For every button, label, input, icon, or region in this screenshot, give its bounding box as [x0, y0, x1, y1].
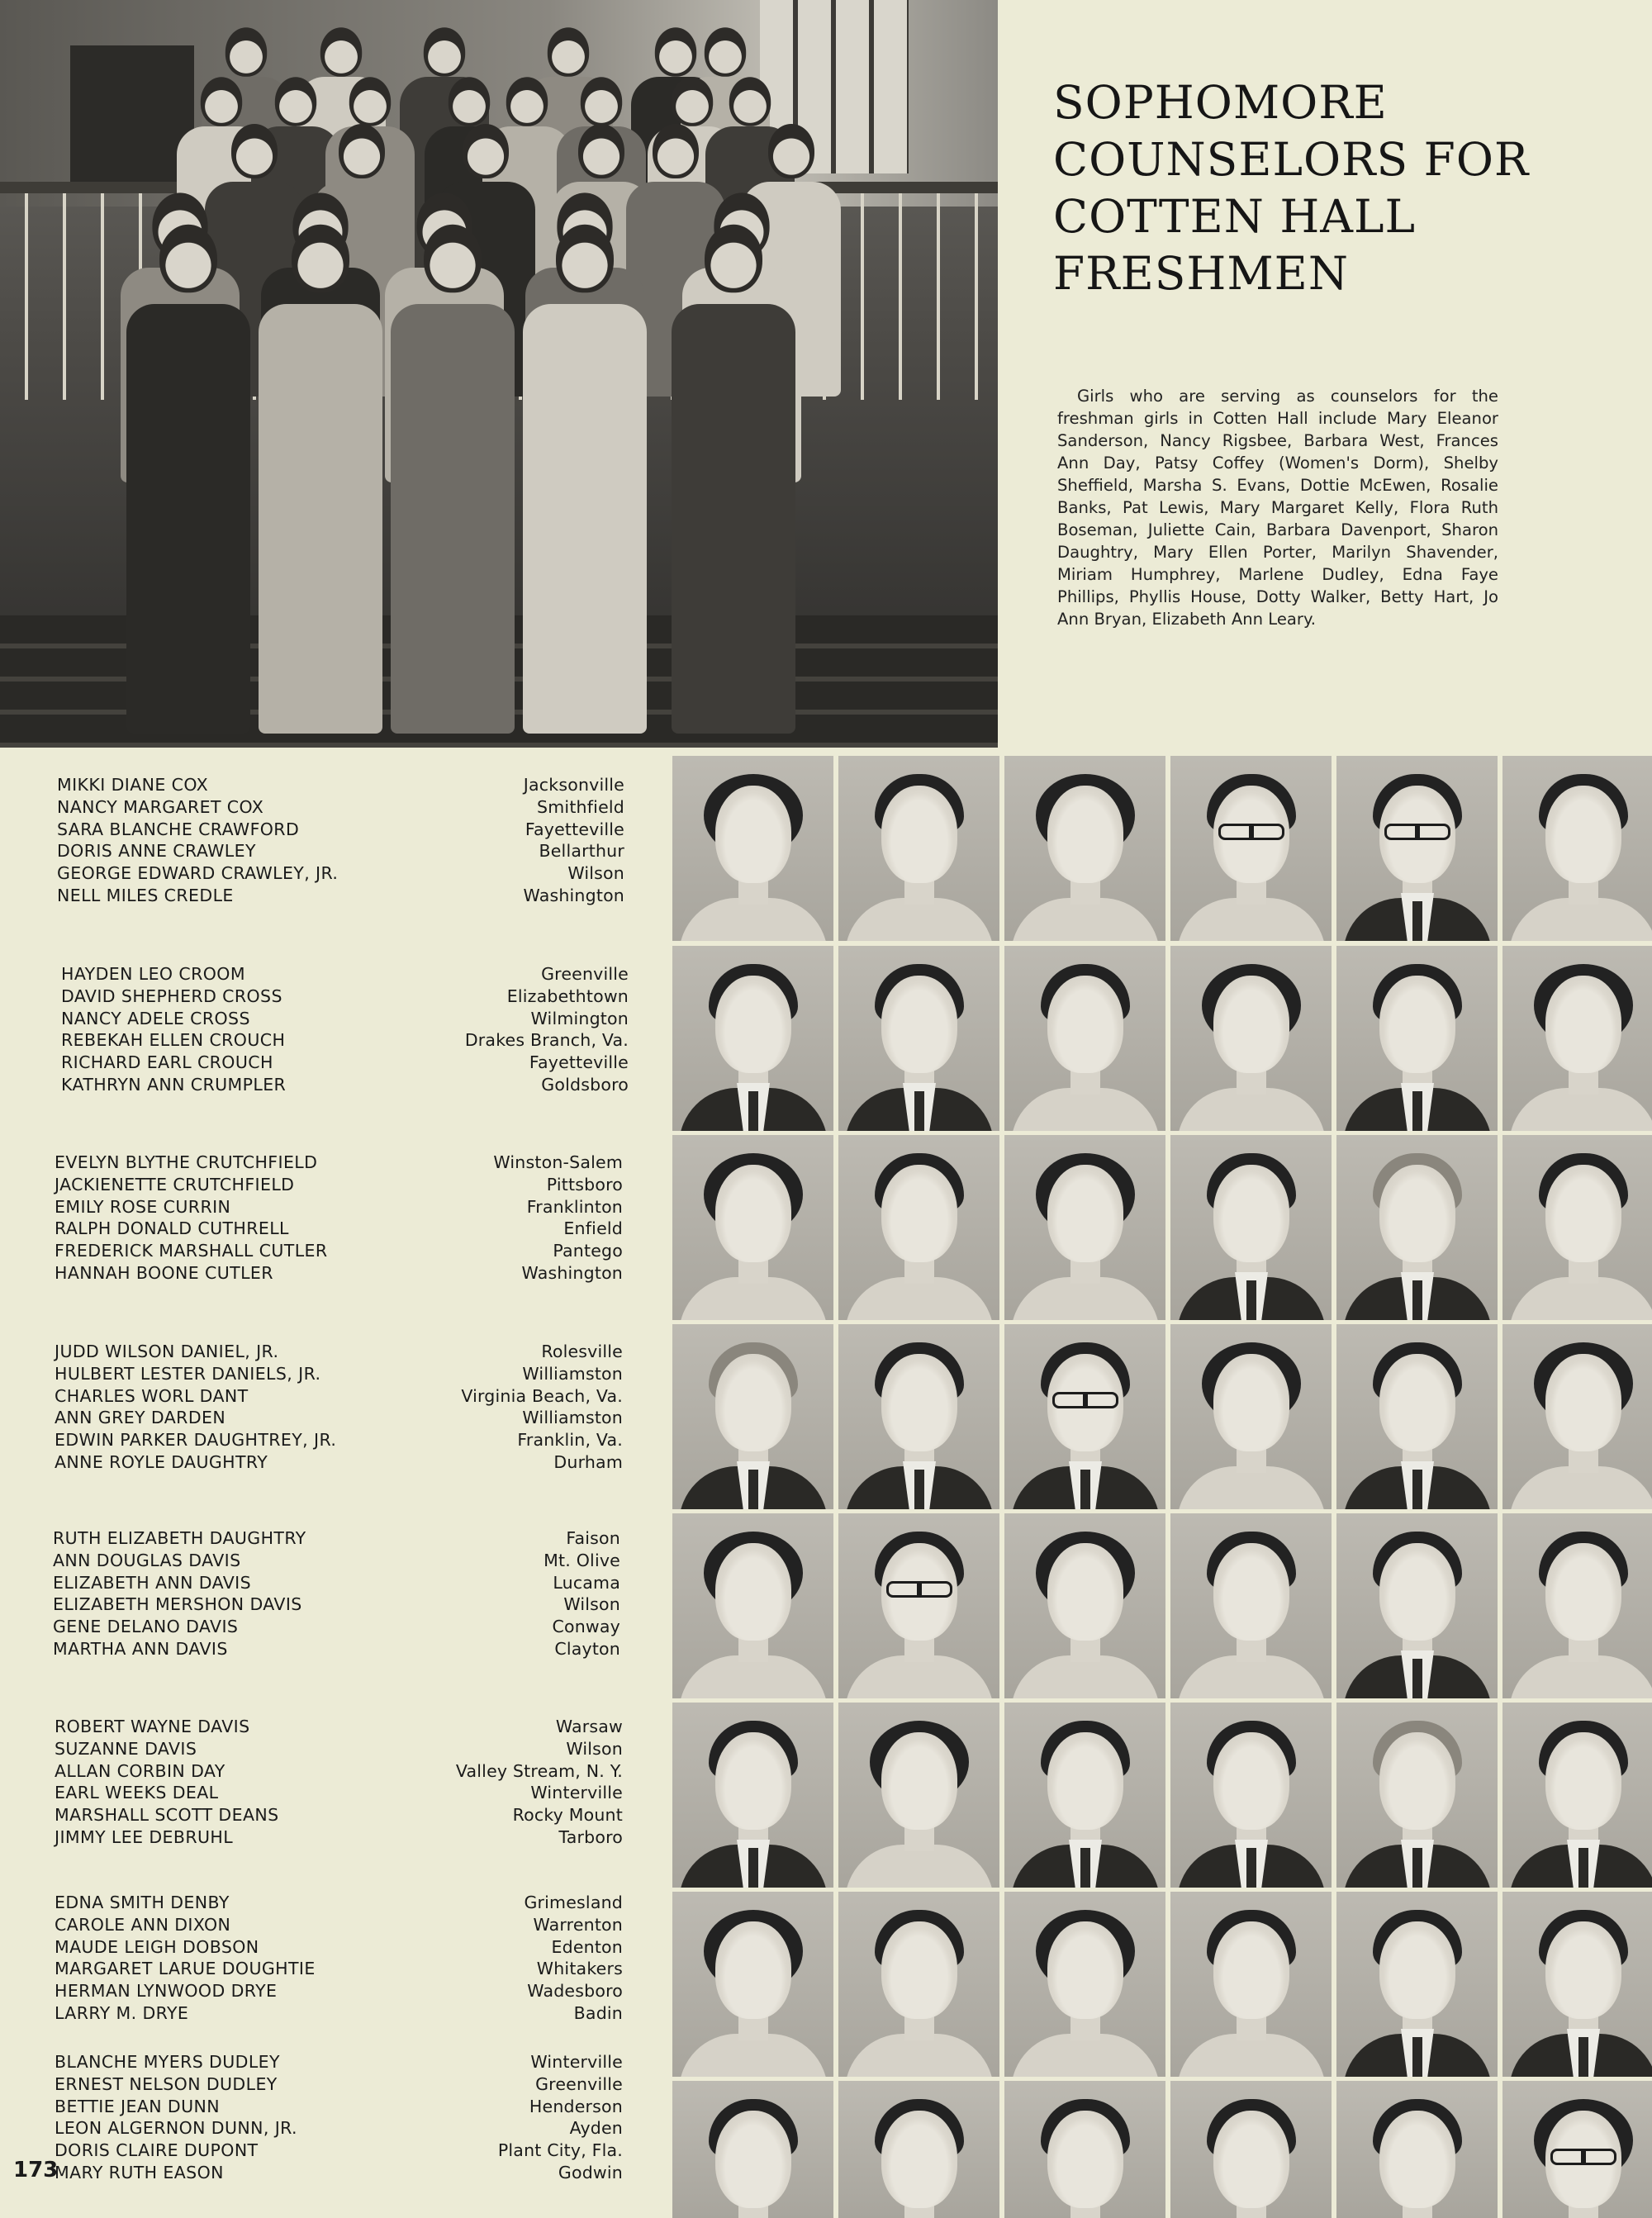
portrait-face [1047, 1165, 1123, 1262]
student-portrait [838, 756, 999, 941]
portrait-tie [1246, 1280, 1256, 1320]
portrait-face [1379, 1165, 1455, 1262]
student-portrait [1336, 1513, 1498, 1698]
portrait-face [715, 1354, 791, 1451]
hometown: Williamston [522, 1363, 623, 1384]
group-member-body [259, 304, 382, 734]
student-name: ERNEST NELSON DUDLEY [55, 2073, 278, 2094]
portrait-face [715, 1165, 791, 1262]
group-member-head [275, 77, 316, 126]
student-name: BLANCHE MYERS DUDLEY [55, 2052, 280, 2072]
hometown: Pantego [553, 1241, 623, 1261]
portrait-face [1213, 2111, 1289, 2208]
student-name: MAUDE LEIGH DOBSON [55, 1936, 259, 1957]
hometown: Winston-Salem [493, 1152, 623, 1172]
group-member-head [231, 124, 278, 178]
hometown: Franklinton [526, 1196, 623, 1217]
student-name: EDWIN PARKER DAUGHTREY, JR. [55, 1430, 337, 1451]
student-portrait [672, 1703, 833, 1888]
group-member-head [653, 124, 699, 178]
student-name: LEON ALGERNON DUNN, JR. [55, 2118, 297, 2139]
student-name: RICHARD EARL CROUCH [61, 1052, 273, 1073]
town-list [193, 1892, 623, 2025]
portrait-tie [1412, 1091, 1422, 1131]
student-portrait [1170, 756, 1332, 941]
portrait-face [1213, 976, 1289, 1073]
portrait-tie [748, 1091, 758, 1131]
group-member-head [581, 77, 622, 126]
student-portrait [1170, 2081, 1332, 2218]
hometown: Wilmington [530, 1008, 629, 1028]
group-member-head [655, 27, 696, 76]
student-name: DAVID SHEPHERD CROSS [61, 986, 282, 1006]
student-portrait [672, 1513, 833, 1698]
student-portrait [1336, 946, 1498, 1131]
group-member-head [548, 27, 589, 76]
student-portrait [838, 2081, 999, 2218]
student-name: HULBERT LESTER DANIELS, JR. [55, 1363, 321, 1384]
town-list [193, 1341, 623, 1474]
group-member-body [672, 304, 795, 734]
hometown: Washington [521, 1262, 623, 1283]
hometown: Ayden [569, 2118, 623, 2139]
student-name: JUDD WILSON DANIEL, JR. [55, 1342, 279, 1361]
portrait-face [1047, 1543, 1123, 1641]
portrait-face [881, 786, 957, 883]
portrait-tie [748, 1470, 758, 1509]
student-portrait [1502, 2081, 1652, 2218]
student-portrait [1170, 1513, 1332, 1698]
portrait-face [1379, 1732, 1455, 1830]
portrait-face [715, 786, 791, 883]
student-portrait [672, 946, 833, 1131]
student-name: EMILY ROSE CURRIN [55, 1196, 231, 1217]
student-name: HANNAH BOONE CUTLER [55, 1262, 273, 1283]
photo-caption: Girls who are serving as counselors for the freshman girls in Cotten Hall include Mary Eleanor Sanderson, Nancy Rigsbee, Barbara West, Frances Ann Day, Patsy Coffey (Women's Dorm), Shelby Sheffield, Marsha S. Evans, Dottie McEwen, Rosalie Banks, Pat Lewis, Mary Margaret Kelly, Flora Ruth Boseman, Juliette Cain, Barbara Davenport, Sharon Daughtry, Mary Ellen Porter, Marilyn Shavender, Miriam Humphrey, Marlene Dudley, Edna Faye Phillips, Phyllis House, Dotty Walker, Betty Hart, Jo Ann Bryan, Elizabeth Ann Leary. [1057, 387, 1498, 629]
group-member-head [292, 225, 349, 293]
group-member-head [424, 27, 465, 76]
hometown: Winterville [530, 1783, 623, 1803]
group-member-head [463, 124, 509, 178]
town-list [199, 963, 629, 1096]
group-member-head [729, 77, 771, 126]
group-member-head [449, 77, 490, 126]
hometown: Virginia Beach, Va. [461, 1385, 623, 1406]
portrait-face [881, 1921, 957, 2019]
student-portrait [1336, 756, 1498, 941]
hometown: Conway [552, 1617, 620, 1637]
hometown: Rolesville [541, 1342, 623, 1361]
student-name: ROBERT WAYNE DAVIS [55, 1717, 250, 1736]
student-portrait [672, 1324, 833, 1509]
student-name: BETTIE JEAN DUNN [55, 2096, 220, 2116]
hometown: Williamston [522, 1408, 623, 1428]
portrait-tie [748, 1848, 758, 1888]
hometown: Elizabethtown [506, 986, 629, 1006]
hometown: Mt. Olive [544, 1550, 620, 1570]
portrait-glasses [886, 1581, 952, 1598]
student-portrait [1502, 1703, 1652, 1888]
portrait-glasses [1550, 2149, 1616, 2165]
student-name: ELIZABETH MERSHON DAVIS [53, 1594, 302, 1615]
portrait-tie [1246, 1848, 1256, 1888]
title-line: COUNSELORS FOR [1053, 133, 1530, 186]
hometown: Greenville [541, 964, 629, 984]
portrait-tie [1412, 1470, 1422, 1509]
group-member-head [225, 27, 267, 76]
group-member-head [424, 225, 482, 293]
student-name: HERMAN LYNWOOD DRYE [55, 1981, 278, 2002]
hometown: Pittsboro [546, 1174, 623, 1194]
student-name: GEORGE EDWARD CRAWLEY, JR. [57, 863, 339, 884]
student-name: DORIS ANNE CRAWLEY [57, 841, 256, 862]
student-portrait [1170, 1892, 1332, 2077]
student-portrait [1502, 756, 1652, 941]
group-member-head [672, 77, 713, 126]
portrait-tie [914, 1091, 924, 1131]
hometown: Fayetteville [529, 1052, 629, 1073]
hometown: Washington [523, 885, 624, 905]
portrait-face [1545, 1543, 1621, 1641]
student-name: MARY RUTH EASON [55, 2162, 224, 2182]
portrait-face [881, 1732, 957, 1830]
student-name: HAYDEN LEO CROOM [61, 964, 245, 984]
student-name: MARGARET LARUE DOUGHTIE [55, 1959, 316, 1979]
hometown: Valley Stream, N. Y. [455, 1760, 623, 1781]
portrait-face [1213, 1165, 1289, 1262]
hometown: Enfield [563, 1218, 623, 1239]
page-number: 173 [13, 2158, 59, 2182]
title-line: COTTEN HALL [1053, 190, 1417, 243]
group-member-body [126, 304, 250, 734]
hometown: Goldsboro [541, 1074, 629, 1095]
portrait-face [1213, 1921, 1289, 2019]
student-name: FREDERICK MARSHALL CUTLER [55, 1241, 328, 1261]
group-member-head [768, 124, 814, 178]
hometown: Durham [553, 1451, 623, 1472]
portrait-face [1047, 2111, 1123, 2208]
portrait-tie [1412, 1848, 1422, 1888]
hometown: Wadesboro [527, 1981, 623, 2002]
hometown: Whitakers [536, 1959, 623, 1979]
student-name: EARL WEEKS DEAL [55, 1783, 219, 1803]
hometown: Winterville [530, 2052, 623, 2072]
student-portrait [838, 1135, 999, 1320]
portrait-face [1379, 976, 1455, 1073]
student-portrait [1004, 1135, 1165, 1320]
student-name: NELL MILES CREDLE [57, 885, 234, 905]
town-list [193, 2051, 623, 2184]
portrait-tie [1080, 1470, 1090, 1509]
student-portrait [838, 1703, 999, 1888]
hometown: Lucama [553, 1572, 620, 1593]
student-name: ANN DOUGLAS DAVIS [53, 1550, 241, 1570]
group-member-head [159, 225, 217, 293]
student-portrait [1004, 1513, 1165, 1698]
student-portrait [1336, 1892, 1498, 2077]
group-member-head [320, 27, 362, 76]
student-portrait [1004, 1324, 1165, 1509]
portrait-face [715, 2111, 791, 2208]
student-portrait [1336, 1135, 1498, 1320]
portrait-glasses [1218, 824, 1284, 840]
portrait-face [715, 976, 791, 1073]
hometown: Greenville [535, 2073, 623, 2094]
hometown: Fayetteville [525, 819, 624, 839]
student-name: LARRY M. DRYE [55, 2002, 189, 2023]
portrait-face [1379, 1354, 1455, 1451]
portrait-face [715, 1543, 791, 1641]
student-name: ANNE ROYLE DAUGHTRY [55, 1451, 268, 1472]
student-portrait [1336, 1324, 1498, 1509]
hometown: Rocky Mount [512, 1805, 623, 1826]
student-name: RALPH DONALD CUTHRELL [55, 1218, 289, 1239]
group-member-head [339, 124, 385, 178]
portrait-face [715, 1732, 791, 1830]
portrait-tie [1412, 1659, 1422, 1698]
student-name: ALLAN CORBIN DAY [55, 1760, 225, 1781]
portrait-tie [914, 1470, 924, 1509]
student-portrait [1004, 1703, 1165, 1888]
student-name: NANCY MARGARET COX [57, 796, 264, 817]
group-member-head [705, 27, 746, 76]
student-name: REBEKAH ELLEN CROUCH [61, 1030, 286, 1051]
student-name: SARA BLANCHE CRAWFORD [57, 819, 300, 839]
hometown: Henderson [529, 2096, 623, 2116]
portrait-face [881, 2111, 957, 2208]
portrait-face [1047, 1921, 1123, 2019]
portrait-tie [1080, 1848, 1090, 1888]
town-list [193, 1152, 623, 1285]
hometown: Jacksonville [523, 775, 624, 795]
student-name: KATHRYN ANN CRUMPLER [61, 1074, 287, 1095]
student-portrait [838, 1513, 999, 1698]
student-portrait [1004, 756, 1165, 941]
student-name: RUTH ELIZABETH DAUGHTRY [53, 1528, 306, 1548]
student-portrait [1004, 946, 1165, 1131]
student-portrait [672, 756, 833, 941]
portrait-face [881, 1354, 957, 1451]
group-photo [0, 0, 998, 748]
hometown: Wilson [567, 863, 624, 884]
hometown: Drakes Branch, Va. [464, 1030, 629, 1051]
portrait-face [1545, 976, 1621, 1073]
student-name: MIKKI DIANE COX [57, 775, 209, 795]
student-portrait [1502, 946, 1652, 1131]
hometown: Plant City, Fla. [497, 2140, 623, 2161]
portrait-face [1545, 1354, 1621, 1451]
student-portrait [672, 1135, 833, 1320]
group-member-head [578, 124, 624, 178]
group-member-head [201, 77, 242, 126]
hometown: Warsaw [555, 1717, 623, 1736]
portrait-face [1047, 786, 1123, 883]
student-portrait [1502, 1324, 1652, 1509]
student-name: NANCY ADELE CROSS [61, 1008, 250, 1028]
town-list [193, 1716, 623, 1849]
portrait-tie [1578, 1848, 1588, 1888]
student-name: SUZANNE DAVIS [55, 1738, 197, 1759]
portrait-glasses [1052, 1392, 1118, 1408]
portrait-face [1213, 1354, 1289, 1451]
student-name: EDNA SMITH DENBY [55, 1893, 230, 1912]
town-list [191, 1527, 620, 1660]
portrait-face [1379, 1921, 1455, 2019]
portrait-face [1047, 976, 1123, 1073]
student-name: MARTHA ANN DAVIS [53, 1638, 228, 1659]
student-portrait [1170, 1324, 1332, 1509]
hometown: Tarboro [558, 1826, 623, 1847]
student-portrait [1336, 2081, 1498, 2218]
portrait-face [715, 1921, 791, 2019]
portrait-face [1213, 1732, 1289, 1830]
student-portrait [1004, 2081, 1165, 2218]
student-portrait [1170, 1135, 1332, 1320]
group-member-body [523, 304, 647, 734]
portrait-face [881, 976, 957, 1073]
student-portrait [1004, 1892, 1165, 2077]
portrait-tie [1412, 901, 1422, 941]
hometown: Badin [573, 2002, 623, 2023]
portrait-face [1213, 1543, 1289, 1641]
hometown: Wilson [566, 1738, 623, 1759]
student-name: ELIZABETH ANN DAVIS [53, 1572, 251, 1593]
student-name: JACKIENETTE CRUTCHFIELD [55, 1174, 295, 1194]
student-name: MARSHALL SCOTT DEANS [55, 1805, 279, 1826]
portrait-face [1379, 2111, 1455, 2208]
student-portrait [838, 1324, 999, 1509]
group-member-head [705, 225, 762, 293]
student-portrait [838, 946, 999, 1131]
portrait-face [1379, 1543, 1455, 1641]
portrait-tie [1412, 2037, 1422, 2077]
student-portrait [1336, 1703, 1498, 1888]
hometown: Grimesland [524, 1893, 623, 1912]
page-title [1053, 74, 1615, 302]
photo-door [70, 45, 194, 186]
student-portrait [838, 1892, 999, 2077]
title-line: SOPHOMORE [1053, 76, 1388, 129]
portrait-face [1047, 1732, 1123, 1830]
student-portrait [1170, 946, 1332, 1131]
hometown: Warrenton [533, 1914, 623, 1935]
student-portrait [1502, 1892, 1652, 2077]
student-name: GENE DELANO DAVIS [53, 1617, 239, 1637]
student-name: EVELYN BLYTHE CRUTCHFIELD [55, 1152, 318, 1172]
student-portrait [672, 1892, 833, 2077]
student-name: CHARLES WORL DANT [55, 1385, 249, 1406]
portrait-face [1545, 1921, 1621, 2019]
hometown: Franklin, Va. [517, 1430, 623, 1451]
student-portrait [1502, 1513, 1652, 1698]
student-name: JIMMY LEE DEBRUHL [55, 1826, 234, 1847]
portrait-glasses [1384, 824, 1450, 840]
student-portrait [1502, 1135, 1652, 1320]
hometown: Faison [566, 1528, 620, 1548]
student-name: CAROLE ANN DIXON [55, 1914, 231, 1935]
hometown: Wilson [563, 1594, 620, 1615]
portrait-face [1545, 786, 1621, 883]
hometown: Smithfield [537, 796, 624, 817]
student-portrait [1170, 1703, 1332, 1888]
hometown: Clayton [554, 1638, 620, 1659]
student-portrait [672, 2081, 833, 2218]
group-member-head [349, 77, 391, 126]
portrait-tie [1578, 2037, 1588, 2077]
student-name: DORIS CLAIRE DUPONT [55, 2140, 259, 2161]
portrait-face [1545, 1165, 1621, 1262]
portrait-tie [1412, 1280, 1422, 1320]
group-member-body [391, 304, 515, 734]
title-line: FRESHMEN [1053, 247, 1349, 300]
group-member-head [506, 77, 548, 126]
group-member-head [556, 225, 614, 293]
hometown: Bellarthur [539, 841, 624, 862]
student-name: ANN GREY DARDEN [55, 1408, 226, 1428]
portrait-face [1545, 1732, 1621, 1830]
hometown: Godwin [558, 2162, 623, 2182]
portrait-face [881, 1165, 957, 1262]
town-list [195, 774, 624, 907]
hometown: Edenton [551, 1936, 623, 1957]
